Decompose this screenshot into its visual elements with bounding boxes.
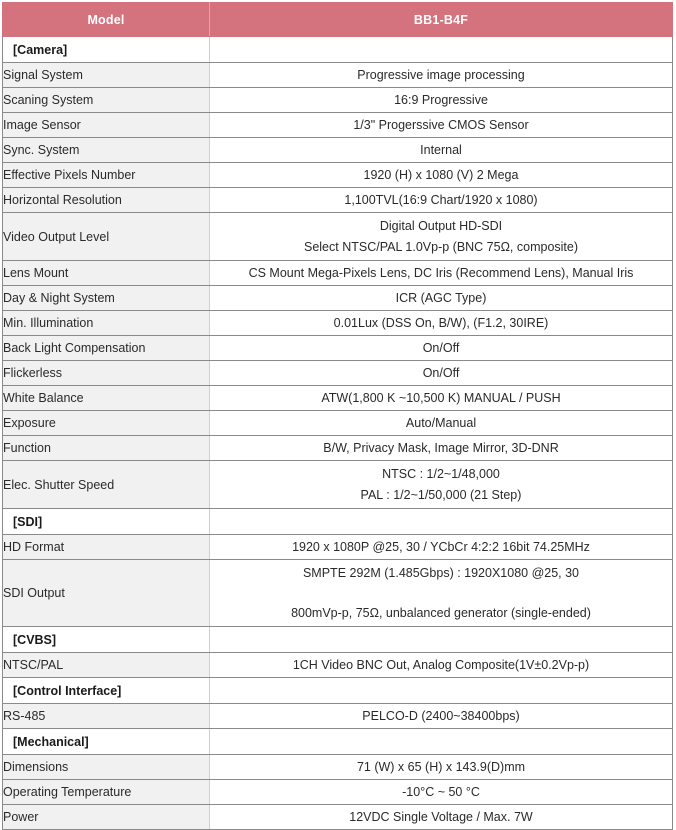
spec-label: HD Format <box>3 535 210 560</box>
section-title-spacer <box>210 678 673 704</box>
table-row <box>3 805 673 830</box>
table-row <box>3 704 673 729</box>
spec-value: 0.01Lux (DSS On, B/W), (F1.2, 30IRE) <box>210 311 673 336</box>
section-title-spacer <box>210 37 673 63</box>
spec-value: 16:9 Progressive <box>210 88 673 113</box>
section-header-row <box>3 627 673 653</box>
spec-label: Function <box>3 436 210 461</box>
spec-label: Flickerless <box>3 361 210 386</box>
spec-value: 1/3" Progerssive CMOS Sensor <box>210 113 673 138</box>
section-title: [Camera] <box>3 37 210 63</box>
spec-label: Min. Illumination <box>3 311 210 336</box>
section-title-spacer <box>210 509 673 535</box>
section-header-row <box>3 729 673 755</box>
spec-value <box>210 461 673 509</box>
section-title: [Control Interface] <box>3 678 210 704</box>
table-row <box>3 163 673 188</box>
spec-value: 1,100TVL(16:9 Chart/1920 x 1080) <box>210 188 673 213</box>
spec-label: Scaning System <box>3 88 210 113</box>
header-cell-model: Model <box>3 3 210 37</box>
table-row <box>3 560 673 627</box>
spec-value: Internal <box>210 138 673 163</box>
table-row <box>3 138 673 163</box>
table-row <box>3 653 673 678</box>
spec-value-line: SMPTE 292M (1.485Gbps) : 1920X1080 @25, 30 <box>302 566 580 580</box>
spec-value: 1920 x 1080P @25, 30 / YCbCr 4:2:2 16bit 74.25MHz <box>210 535 673 560</box>
spec-value-line: Select NTSC/PAL 1.0Vp-p (BNC 75Ω, composite) <box>303 239 579 254</box>
spec-value: 1920 (H) x 1080 (V) 2 Mega <box>210 163 673 188</box>
spec-label: Horizontal Resolution <box>3 188 210 213</box>
spec-value: Auto/Manual <box>210 411 673 436</box>
spec-value: On/Off <box>210 361 673 386</box>
table-row <box>3 411 673 436</box>
spec-label: SDI Output <box>3 560 210 627</box>
spec-value: -10°C ~ 50 °C <box>210 780 673 805</box>
spec-label: Day & Night System <box>3 286 210 311</box>
section-header-row <box>3 678 673 704</box>
spec-value <box>210 560 673 627</box>
table-row <box>3 88 673 113</box>
spec-label: Effective Pixels Number <box>3 163 210 188</box>
table-row <box>3 261 673 286</box>
spec-label: Exposure <box>3 411 210 436</box>
spec-label: Video Output Level <box>3 213 210 261</box>
table-row <box>3 436 673 461</box>
spec-value: B/W, Privacy Mask, Image Mirror, 3D-DNR <box>210 436 673 461</box>
table-row <box>3 780 673 805</box>
spec-value-line: NTSC : 1/2~1/48,000 <box>382 466 500 481</box>
spec-label: Lens Mount <box>3 261 210 286</box>
section-title-spacer <box>210 729 673 755</box>
table-row <box>3 213 673 261</box>
spec-label: RS-485 <box>3 704 210 729</box>
spec-value: PELCO-D (2400~38400bps) <box>210 704 673 729</box>
spec-label: Signal System <box>3 63 210 88</box>
table-row <box>3 755 673 780</box>
spec-value: On/Off <box>210 336 673 361</box>
spec-label: Dimensions <box>3 755 210 780</box>
table-row <box>3 461 673 509</box>
spec-value-line: PAL : 1/2~1/50,000 (21 Step) <box>360 487 522 502</box>
section-header-row <box>3 37 673 63</box>
spec-value: 12VDC Single Voltage / Max. 7W <box>210 805 673 830</box>
spec-label: Power <box>3 805 210 830</box>
spec-label: NTSC/PAL <box>3 653 210 678</box>
spec-value: Progressive image processing <box>210 63 673 88</box>
spec-label: Operating Temperature <box>3 780 210 805</box>
section-title-spacer <box>210 627 673 653</box>
spec-value: ATW(1,800 K ~10,500 K) MANUAL / PUSH <box>210 386 673 411</box>
spec-value: ICR (AGC Type) <box>210 286 673 311</box>
section-header-row <box>3 509 673 535</box>
specification-table <box>2 2 673 830</box>
header-cell-model-name: BB1-B4F <box>210 3 673 37</box>
section-title: [Mechanical] <box>3 729 210 755</box>
section-title: [SDI] <box>3 509 210 535</box>
table-row <box>3 535 673 560</box>
spec-value: 1CH Video BNC Out, Analog Composite(1V±0.2Vp-p) <box>210 653 673 678</box>
spec-label: White Balance <box>3 386 210 411</box>
table-row <box>3 386 673 411</box>
table-row <box>3 63 673 88</box>
table-row <box>3 113 673 138</box>
table-row <box>3 336 673 361</box>
spec-label: Back Light Compensation <box>3 336 210 361</box>
table-header <box>3 3 673 37</box>
spec-label: Elec. Shutter Speed <box>3 461 210 509</box>
spec-label: Sync. System <box>3 138 210 163</box>
table-row <box>3 286 673 311</box>
spec-value-line: Digital Output HD-SDI <box>379 218 503 233</box>
table-row <box>3 311 673 336</box>
table-row <box>3 188 673 213</box>
spec-value: 71 (W) x 65 (H) x 143.9(D)mm <box>210 755 673 780</box>
spec-value <box>210 213 673 261</box>
header-row <box>3 3 673 37</box>
spec-value-line: 800mVp-p, 75Ω, unbalanced generator (single-ended) <box>291 606 591 620</box>
table-body <box>3 37 673 830</box>
spec-value: CS Mount Mega-Pixels Lens, DC Iris (Recommend Lens), Manual Iris <box>210 261 673 286</box>
table-row <box>3 361 673 386</box>
section-title: [CVBS] <box>3 627 210 653</box>
spec-label: Image Sensor <box>3 113 210 138</box>
